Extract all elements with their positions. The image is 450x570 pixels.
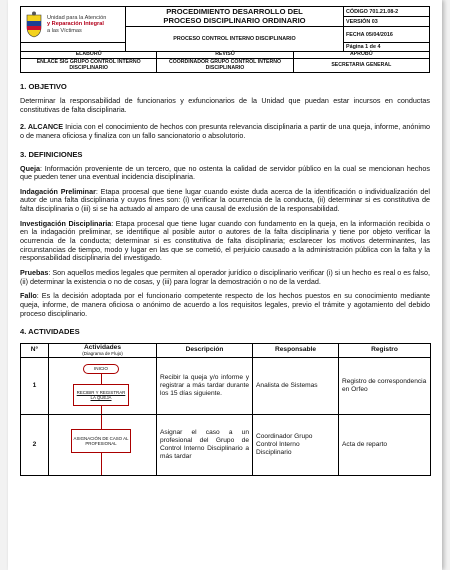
term-pruebas: Pruebas (20, 267, 49, 277)
definition-indagacion (20, 188, 430, 214)
section-objetivo (20, 82, 430, 114)
section-alcance (20, 123, 430, 140)
flow-connector (101, 453, 102, 475)
row-responsable: Analista de Sistemas (253, 358, 339, 415)
flow-connector (101, 415, 102, 429)
flow-step-recibir: RECIBIR Y REGISTRAR LA QUEJA (73, 384, 129, 406)
elaboro-value: ENLACE SIG GRUPO CONTROL INTERNO DISCIPLINARIO (21, 59, 157, 73)
table-header-row (21, 344, 431, 358)
definition-fallo (20, 292, 430, 318)
reviso-value: COORDINADOR GRUPO CONTROL INTERNO DISCIPLINARIO (157, 59, 293, 73)
document-date: FECHA 05/04/2016 (344, 27, 430, 43)
alcance-text: Inicia con el conocimiento de hechos con presunta relevancia disciplinaria a partir de una queja, informe, anónimo o de manera oficiosa y finaliza con un fallo sancionatorio o absolutorio. (20, 122, 430, 140)
document-subtitle: PROCESO CONTROL INTERNO DISCIPLINARIO (126, 27, 344, 52)
col-header-n: N° (21, 344, 49, 358)
approval-table (20, 51, 430, 73)
term-indagacion: Indagación Preliminar (20, 186, 96, 196)
flow-start-terminal: INICIO (83, 364, 119, 374)
flow-connector (101, 374, 102, 384)
row-number: 2 (21, 415, 49, 476)
logo-text-line1: Unidad para la Atención (47, 14, 107, 21)
objetivo-text: Determinar la responsabilidad de funcionarios y exfuncionarios de la Unidad que puedan estar incursos en conductas constitutivas de falta disciplinaria. (20, 96, 430, 114)
flow-connector (101, 406, 102, 414)
document-page (8, 0, 442, 570)
col-actividades-label: Actividades (83, 344, 121, 352)
col-actividades-sublabel: (Diagrama de Flujo) (82, 350, 123, 356)
section-actividades (20, 327, 430, 476)
row-responsable: Coordinador Grupo Control Interno Disciplinario (253, 415, 339, 476)
aprobo-value: SECRETARIA GENERAL (293, 59, 429, 73)
page-number: Página 1 de 4 (344, 43, 430, 52)
col-header-descripcion: Descripción (157, 344, 253, 358)
fallo-definition-text: : Es la decisión adoptada por el funcionario competente respecto de los hechos puestos en su conocimiento mediante queja, informe, de manera oficiosa o anónimo de acuerdo a los requisitos legales, previo el trámite y agotamiento del debido proceso disciplinario. (20, 291, 430, 318)
definition-queja (20, 165, 430, 182)
document-version: VERSIÓN 03 (344, 17, 430, 27)
alcance-heading: 2. ALCANCE (20, 122, 63, 132)
unidad-logo (23, 11, 123, 39)
pruebas-definition-text: : Son aquellos medios legales que permiten al operador jurídico o disciplinario verificar (i) si un hecho es real o es falso, (ii) determinar la existencia o no de cosas, y (iii) para lograr la demostración o no de la verdad. (20, 267, 430, 286)
queja-definition-text: : Información proveniente de un tercero, que no ostenta la calidad de servidor público en la cual se mencionan hechos que pueden tener una eventual incidencia disciplinaria. (20, 163, 430, 182)
row-descripcion: Asignar el caso a un profesional del Grupo de Control Interno Disciplinario a más tardar (157, 415, 253, 476)
definiciones-heading: 3. DEFINICIONES (20, 149, 83, 159)
elaboro-label: ELABORÓ (21, 52, 157, 59)
row-registro: Acta de reparto (339, 415, 431, 476)
document-title (126, 7, 344, 27)
colombia-crest-icon (23, 11, 45, 39)
flow-step-asignacion: ASIGNACIÓN DE CASO AL PROFESIONAL (71, 429, 131, 453)
definition-pruebas (20, 269, 430, 286)
reviso-label: REVISÓ (157, 52, 293, 59)
indagacion-definition-text: : Etapa procesal que tiene lugar cuando existe duda acerca de la identificación o individualización del autor de una falta disciplinaria y cuyos fines son: (i) verificar la ocurrencia de la conducta, (ii) determinar si es constitutiva de falta disciplinaria o (iii) si se ha actuado al amparo de una causal de exclusión de la responsabilidad. (20, 186, 431, 214)
col-header-registro: Registro (339, 344, 431, 358)
investigacion-definition-text: : Etapa procesal que tiene lugar cuando con fundamento en la queja, en la información recibida o en la indagación preliminar, se identifique al posible autor o autores de la falta disciplinaria y tiene por objeto verificar la ocurrencia de la conducta; determinar si es constitutiva de falta disciplinaria; esclarecer los motivos determinantes, las circunstancias de tiempo, modo y lugar en las que se cometió, el perjuicio causado a la administración pública con la falta y la responsabilidad disciplinaria del investigado. (20, 218, 430, 263)
col-header-actividades (49, 344, 157, 358)
title-line2: PROCESO DISCIPLINARIO ORDINARIO (163, 15, 306, 25)
table-row (21, 415, 431, 476)
definition-investigacion (20, 220, 430, 263)
section-definiciones (20, 150, 430, 319)
row-number: 1 (21, 358, 49, 415)
actividades-heading: 4. ACTIVIDADES (20, 327, 80, 337)
row-registro: Registro de correspondencia en Orfeo (339, 358, 431, 415)
objetivo-heading: 1. OBJETIVO (20, 82, 67, 91)
document-code: CÓDIGO 701.21.08-2 (344, 7, 430, 17)
activities-table (20, 343, 431, 476)
row-descripcion: Recibir la queja y/o informe y registrar a más tardar durante los 15 días siguiente. (157, 358, 253, 415)
flow-diagram-cell (49, 358, 157, 415)
term-investigacion: Investigación Disciplinaria (20, 218, 112, 228)
document-header (20, 6, 430, 52)
aprobo-label: APROBÓ (293, 52, 429, 59)
title-line1: PROCEDIMIENTO DESARROLLO DEL (166, 7, 303, 16)
col-header-responsable: Responsable (253, 344, 339, 358)
logo-text-line2: y Reparación Integral (47, 21, 104, 28)
term-queja: Queja (20, 163, 40, 173)
flow-diagram-cell (49, 415, 157, 476)
logo-cell (21, 7, 126, 43)
term-fallo: Fallo (20, 291, 37, 301)
logo-text-line3: a las Víctimas (47, 27, 82, 34)
table-row (21, 358, 431, 415)
